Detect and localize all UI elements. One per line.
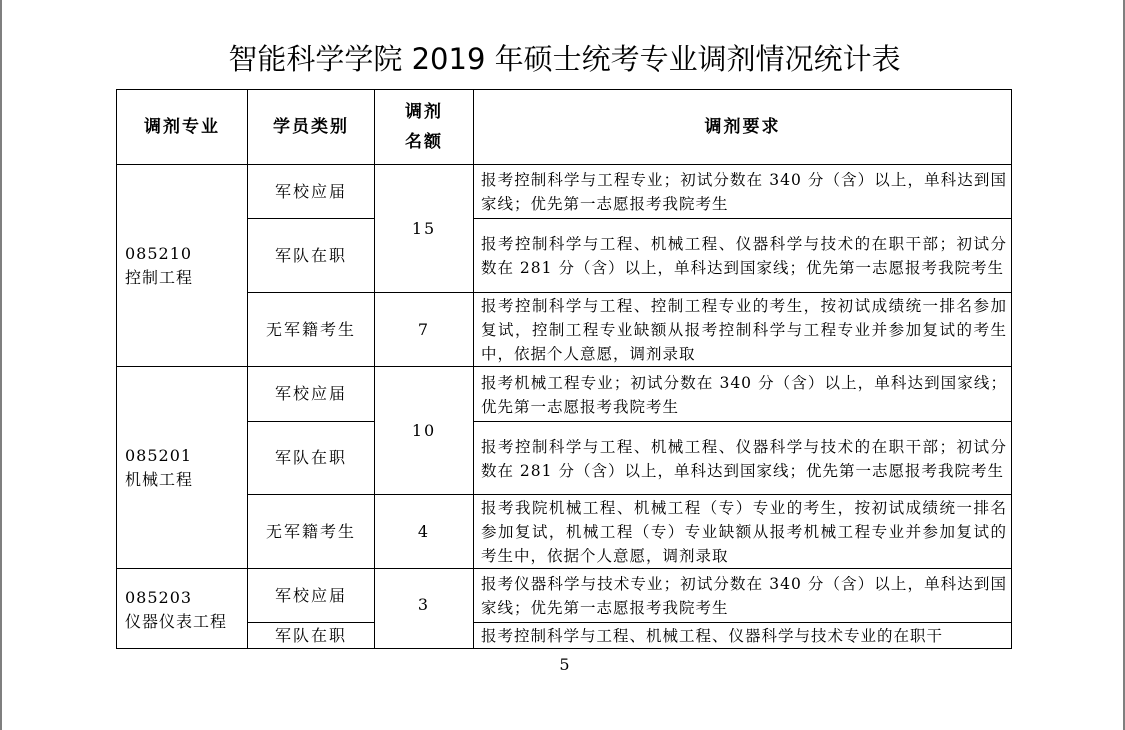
table-row: [117, 219, 1012, 293]
major-name: 仪器仪表工程: [125, 612, 228, 631]
type-cell: 军校应届: [248, 165, 375, 219]
req-cell: 报考控制科学与工程、机械工程、仪器科学与技术专业的在职干: [474, 623, 1012, 649]
table-header-row: [117, 90, 1012, 165]
table-row: [117, 569, 1012, 623]
adjustment-table: [116, 89, 1012, 649]
req-cell: 报考仪器科学与技术专业；初试分数在 340 分（含）以上，单科达到国家线；优先第一志愿报考我院考生: [474, 569, 1012, 623]
table-row: [117, 422, 1012, 495]
major-cell: [117, 569, 248, 649]
page-number: 5: [559, 655, 570, 674]
req-cell: 报考控制科学与工程、机械工程、仪器科学与技术的在职干部；初试分数在 281 分（含）以上，单科达到国家线；优先第一志愿报考我院考生: [474, 422, 1012, 495]
type-cell: 军队在职: [248, 422, 375, 495]
major-code: 085210: [125, 243, 193, 263]
quota-cell: 4: [375, 495, 474, 569]
type-cell: 军队在职: [248, 623, 375, 649]
type-cell: 无军籍考生: [248, 495, 375, 569]
header-req: 调剂要求: [474, 90, 1012, 165]
major-cell: [117, 165, 248, 367]
type-cell: 无军籍考生: [248, 293, 375, 367]
major-cell: [117, 367, 248, 569]
table-row: [117, 367, 1012, 422]
req-cell: 报考我院机械工程、机械工程（专）专业的考生，按初试成绩统一排名参加复试，机械工程（专）专业缺额从报考机械工程专业并参加复试的考生中，依据个人意愿，调剂录取: [474, 495, 1012, 569]
header-quota: [375, 90, 474, 165]
quota-cell: 15: [375, 165, 474, 293]
type-cell: 军校应届: [248, 367, 375, 422]
req-cell: 报考控制科学与工程、控制工程专业的考生，按初试成绩统一排名参加复试，控制工程专业缺额从报考控制科学与工程专业并参加复试的考生中，依据个人意愿，调剂录取: [474, 293, 1012, 367]
table-row: [117, 165, 1012, 219]
req-cell: 报考机械工程专业；初试分数在 340 分（含）以上，单科达到国家线；优先第一志愿报考我院考生: [474, 367, 1012, 422]
header-major: 调剂专业: [117, 90, 248, 165]
header-quota-line1: 调剂: [405, 102, 443, 122]
major-name: 控制工程: [125, 267, 194, 287]
type-cell: 军校应届: [248, 569, 375, 623]
major-code: 085203: [125, 588, 193, 607]
quota-cell: 10: [375, 367, 474, 495]
page-title: 智能科学学院 2019 年硕士统考专业调剂情况统计表: [228, 42, 901, 76]
type-cell: 军队在职: [248, 219, 375, 293]
quota-cell: 3: [375, 569, 474, 649]
req-cell: 报考控制科学与工程、机械工程、仪器科学与技术的在职干部；初试分数在 281 分（含）以上，单科达到国家线；优先第一志愿报考我院考生: [474, 219, 1012, 293]
table-row: [117, 293, 1012, 367]
major-name: 机械工程: [125, 469, 194, 489]
quota-cell: 7: [375, 293, 474, 367]
major-code: 085201: [125, 445, 193, 465]
header-type: 学员类别: [248, 90, 375, 165]
table-row: [117, 623, 1012, 649]
req-cell: 报考控制科学与工程专业；初试分数在 340 分（含）以上，单科达到国家线；优先第一志愿报考我院考生: [474, 165, 1012, 219]
header-quota-line2: 名额: [405, 132, 443, 152]
table-row: [117, 495, 1012, 569]
